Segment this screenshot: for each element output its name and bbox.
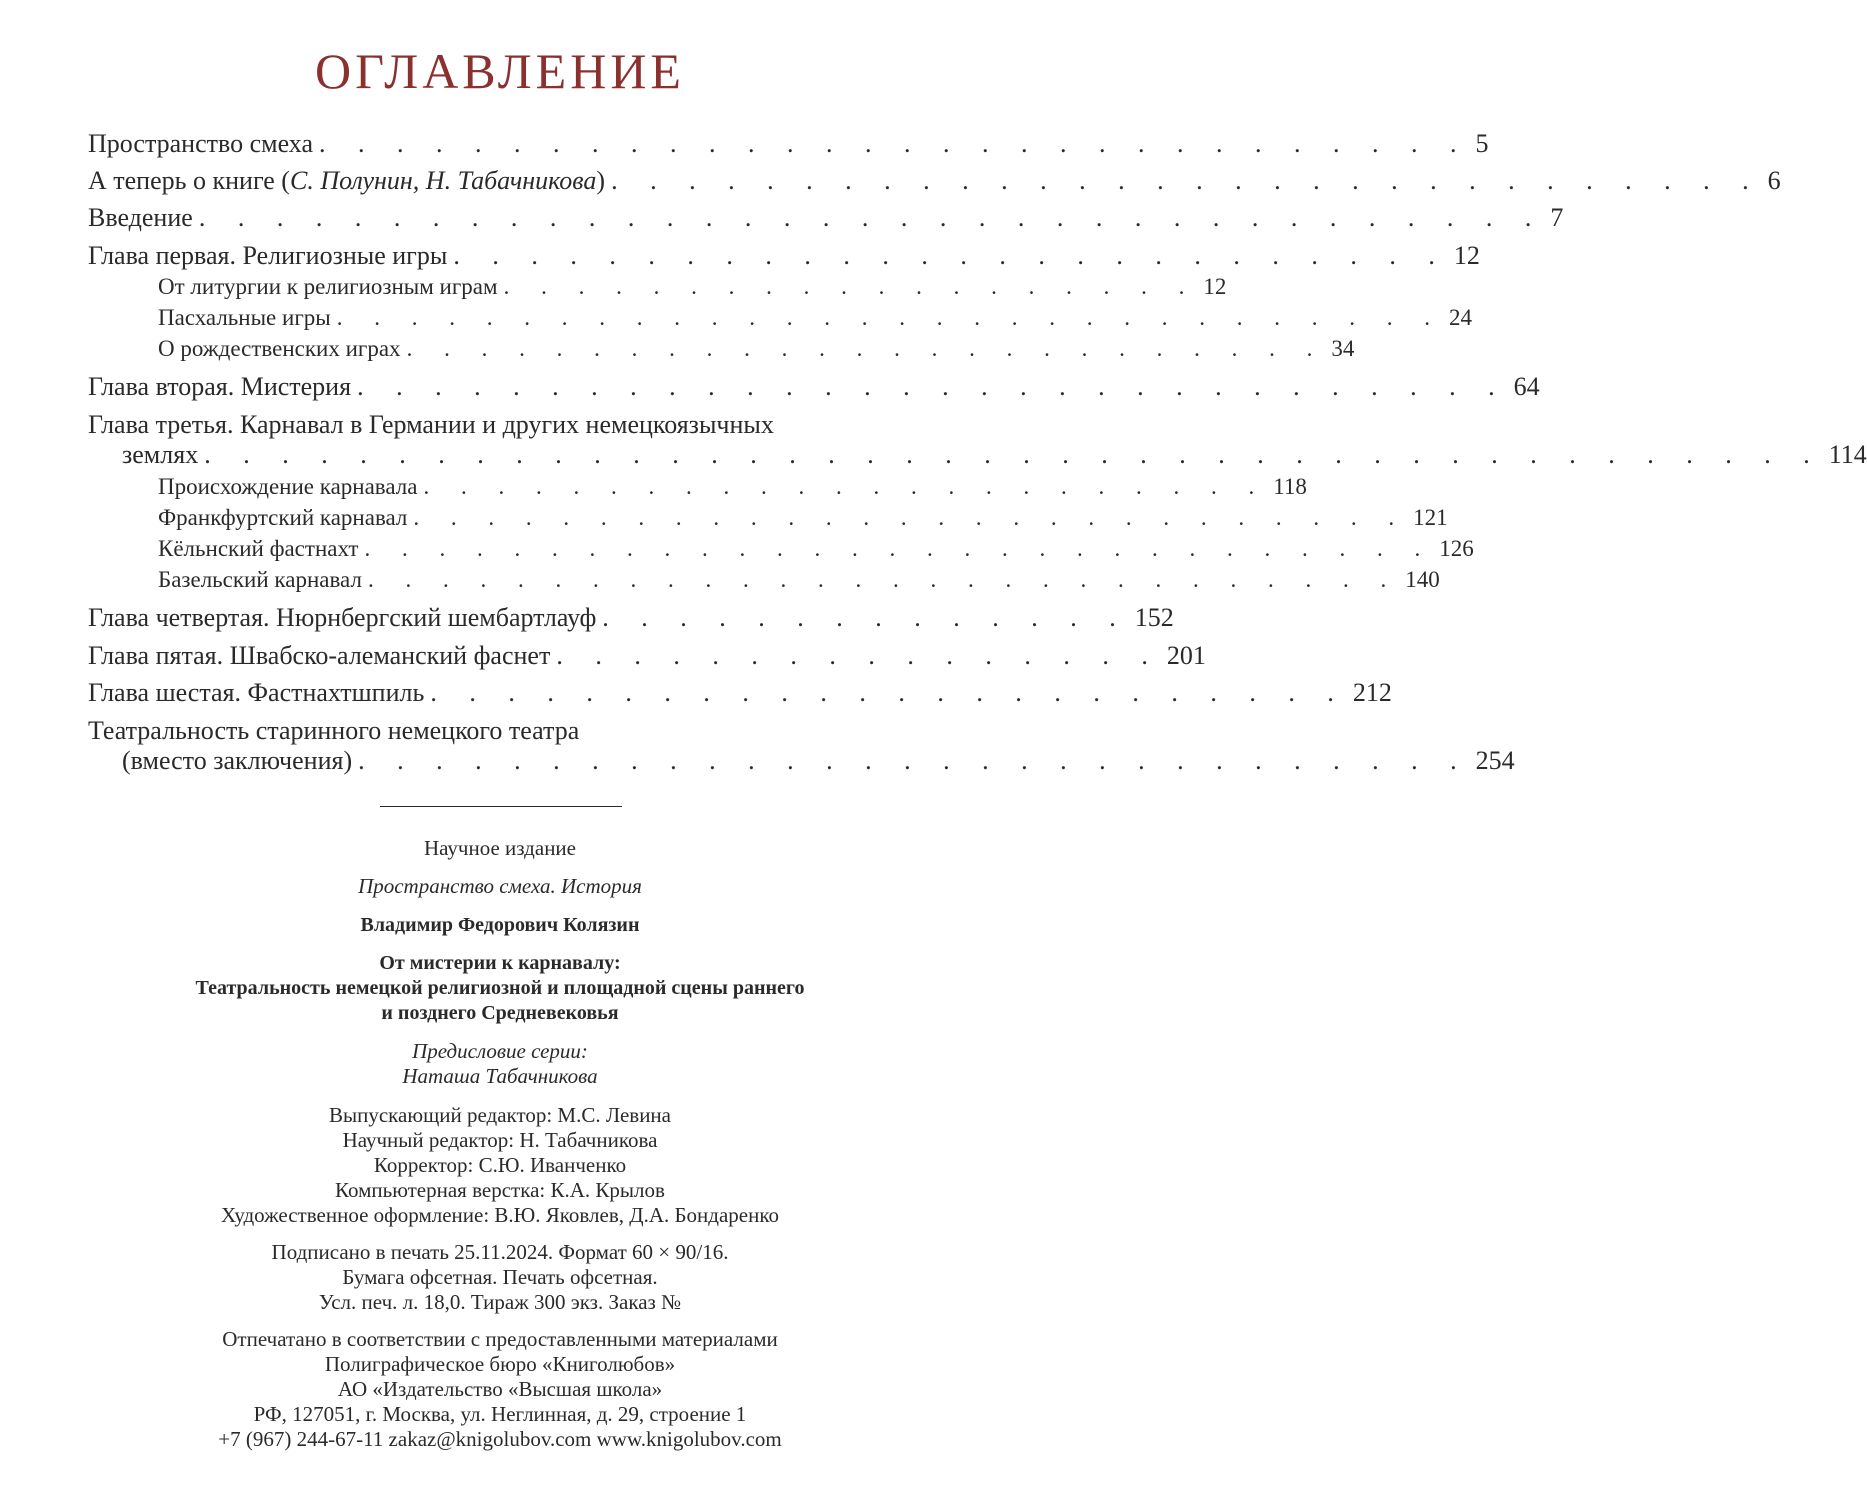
dot-leader: . . . . . . . . . . . . . . . . . . . . . . . . .: [406, 336, 1326, 361]
page-title: ОГЛАВЛЕНИЕ: [315, 43, 685, 99]
toc-entry-title: Глава пятая. Швабско-алеманский фаснет: [88, 641, 551, 670]
toc-entry[interactable]: [158, 336, 1355, 362]
toc-entry-page: 126: [1439, 536, 1474, 561]
dot-leader: . . . . . . . . . . . . . . . . . . . . . . . .: [430, 678, 1347, 707]
toc-entry[interactable]: [158, 474, 1307, 500]
dot-leader: . . . . . . . . . . . . . . . . . . . . . . .: [423, 474, 1268, 499]
toc-entry-title: Глава первая. Религиозные игры: [88, 241, 448, 270]
print-info-block: [0, 1240, 1000, 1315]
toc-entry-title-line: Театральность старинного немецкого театра: [88, 716, 580, 745]
toc-entry-title: Пасхальные игры: [158, 305, 331, 330]
toc-entry[interactable]: [158, 536, 1474, 562]
book-title-line: Театральность немецкой религиозной и площадной сцены раннего: [195, 977, 805, 999]
toc-entry-page: 152: [1134, 603, 1174, 632]
toc-entry-page: 12: [1203, 274, 1227, 299]
dot-leader: . . . . . . . . . . . . . . . . . . . . . . . . . . . . .: [358, 746, 1470, 775]
toc-entry-page: 24: [1448, 305, 1472, 330]
dot-leader: . . . . . . . . . . . . . . . . . . . . . . . . . . . . . . . . . . . . . . . . . .: [204, 440, 1823, 469]
preface-label: Предисловие серии:: [412, 1039, 588, 1063]
toc-entry[interactable]: [158, 274, 1227, 300]
toc-entry-page: 140: [1405, 567, 1440, 592]
toc-entry-page: 12: [1453, 241, 1480, 270]
toc-entry[interactable]: [88, 603, 1174, 633]
toc-entry-title: Глава шестая. Фастнахтшпиль: [88, 678, 425, 707]
toc-entry[interactable]: [122, 440, 1867, 470]
print-info-line: Усл. печ. л. 18,0. Тираж 300 экз. Заказ №: [318, 1290, 682, 1314]
toc-entry-title-part: ): [596, 166, 606, 195]
dot-leader: . . . . . . . . . . . . . . . . . . . . . . . . . . . . . .: [336, 305, 1443, 330]
toc-entry-page: 121: [1413, 505, 1448, 530]
toc-entry-title-line: Глава третья. Карнавал в Германии и других немецкоязычных: [88, 410, 774, 439]
toc-entry-title: Базельский карнавал: [158, 567, 362, 592]
toc-entry[interactable]: [88, 166, 1781, 196]
dot-leader: . . . . . . . . . . . . . . . . . . . . . . . . . . . .: [367, 567, 1400, 592]
credit-line: Выпускающий редактор: М.С. Левина: [329, 1103, 671, 1127]
toc-entry[interactable]: [88, 641, 1206, 671]
book-title: [0, 951, 1000, 1026]
toc-entry-title-italic: С. Полунин, Н. Табачникова: [289, 166, 597, 195]
dot-leader: . . . . . . . . . . . . . . . . . . . . . . . . . . . . .: [364, 536, 1434, 561]
toc-entry-page: 34: [1331, 336, 1355, 361]
toc-entry-page: 254: [1475, 746, 1515, 775]
toc-entry-title: Кёльнский фастнахт: [158, 536, 359, 561]
toc-entry[interactable]: [158, 567, 1440, 593]
toc-entry-page: 114: [1828, 440, 1867, 469]
credit-line: Художественное оформление: В.Ю. Яковлев, Д.А. Бондаренко: [221, 1203, 779, 1227]
printer-info-line: АО «Издательство «Высшая школа»: [337, 1377, 663, 1401]
toc-entry-page: 64: [1513, 372, 1540, 401]
toc-entry-title: [88, 166, 605, 196]
toc-entry-title: Франкфуртский карнавал: [158, 505, 408, 530]
toc-entry-title: землях: [122, 440, 199, 469]
print-info-line: Подписано в печать 25.11.2024. Формат 60 × 90/16.: [271, 1240, 729, 1264]
preface-author: Наташа Табачникова: [402, 1064, 598, 1088]
toc-entry-page: 212: [1352, 678, 1392, 707]
book-title-line: и позднего Средневековья: [381, 1002, 619, 1024]
printer-info-block: [0, 1327, 1000, 1452]
preface-credit: [0, 1039, 1000, 1089]
credit-line: Компьютерная верстка: К.А. Крылов: [335, 1178, 665, 1202]
dot-leader: . . . . . . . . . . . . . . . .: [556, 641, 1161, 670]
dot-leader: . . . . . . . . . . . . . . . . . . . . . . . . . . .: [413, 505, 1408, 530]
toc-entry[interactable]: [88, 241, 1480, 271]
credits-block: [0, 1103, 1000, 1228]
toc-entry[interactable]: [88, 203, 1564, 233]
toc-entry-title: Происхождение карнавала: [158, 474, 418, 499]
toc-entry[interactable]: [88, 678, 1392, 708]
toc-entry-title-part: А теперь о книге (: [88, 166, 290, 195]
toc-entry[interactable]: [158, 305, 1472, 331]
printer-info-line: Полиграфическое бюро «Книголюбов»: [324, 1352, 676, 1376]
toc-entry-page: 201: [1166, 641, 1206, 670]
toc-entry-page: 118: [1273, 474, 1307, 499]
toc-entry[interactable]: [122, 746, 1515, 776]
dot-leader: . . . . . . . . . . . . . . . . . . . . . . . . . . . . . .: [357, 372, 1508, 401]
toc-entry-page: 6: [1767, 166, 1781, 195]
edition-type: Научное издание: [423, 836, 576, 860]
book-title-line: От мистерии к карнавалу:: [379, 952, 621, 974]
dot-leader: . . . . . . . . . . . . . .: [602, 603, 1129, 632]
toc-entry[interactable]: [88, 372, 1540, 402]
dot-leader: . . . . . . . . . . . . . . . . . . . . . . . . . .: [453, 241, 1448, 270]
credit-line: Научный редактор: Н. Табачникова: [342, 1128, 658, 1152]
dot-leader: . . . . . . . . . . . . . . . . . . . . . . . . . . . . . . . . . . .: [198, 203, 1545, 232]
section-divider: [380, 806, 622, 807]
toc-entry-title: (вместо заключения): [122, 746, 353, 775]
toc-entry-title: От литургии к религиозным играм: [158, 274, 498, 299]
printer-info-line: +7 (967) 244-67-11 zakaz@knigolubov.com www.knigolubov.com: [218, 1427, 782, 1451]
author-name: Владимир Федорович Колязин: [360, 914, 640, 936]
dot-leader: . . . . . . . . . . . . . . . . . . .: [503, 274, 1198, 299]
printer-info-line: Отпечатано в соответствии с предоставленными материалами: [222, 1327, 778, 1351]
series-name: Пространство смеха. История: [358, 874, 642, 898]
dot-leader: . . . . . . . . . . . . . . . . . . . . . . . . . . . . . .: [319, 129, 1470, 158]
toc-entry-title: О рождественских играх: [158, 336, 401, 361]
toc-entry-title: Глава четвертая. Нюрнбергский шембартлауф: [88, 603, 597, 632]
toc-entry-title: Введение: [88, 203, 193, 232]
toc-entry-title: Глава вторая. Мистерия: [88, 372, 352, 401]
printer-info-line: РФ, 127051, г. Москва, ул. Неглинная, д. 29, строение 1: [253, 1402, 747, 1426]
toc-entry[interactable]: [88, 129, 1489, 159]
credit-line: Корректор: С.Ю. Иванченко: [373, 1153, 627, 1177]
toc-entry[interactable]: [158, 505, 1448, 531]
toc-entry-page: 5: [1475, 129, 1489, 158]
print-info-line: Бумага офсетная. Печать офсетная.: [342, 1265, 658, 1289]
dot-leader: . . . . . . . . . . . . . . . . . . . . . . . . . . . . . .: [611, 166, 1762, 195]
toc-entry-title: Пространство смеха: [88, 129, 313, 158]
toc-entry-page: 7: [1550, 203, 1564, 232]
